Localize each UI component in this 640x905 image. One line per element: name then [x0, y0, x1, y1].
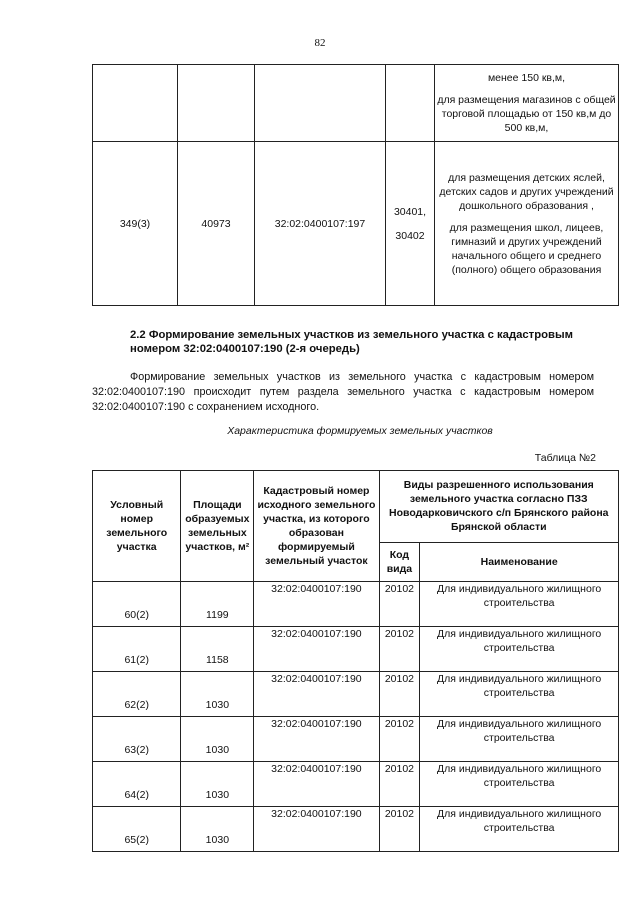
use-description: менее 150 кв,м, для размещения магазинов с общей торговой площадью от 150 кв,м до 500 кв,м,	[435, 65, 619, 142]
use-codes: 30401, 30402	[386, 142, 435, 306]
table-row: 63(2) 1030 32:02:0400107:190 20102 Для индивидуального жилищного строительства	[93, 717, 619, 762]
table-caption: Характеристика формируемых земельных участков	[227, 425, 493, 437]
section-heading: 2.2 Формирование земельных участков из земельного участка с кадастровым номером 32:02:0400107:190 (2-я очередь)	[130, 329, 573, 355]
header-code: Код вида	[379, 542, 420, 581]
header-permitted-use: Виды разрешенного использования земельного участка согласно ПЗЗ Новодарковичского с/п Брянского района Брянской области	[379, 471, 618, 543]
plots-table	[92, 470, 619, 852]
header-plot: Условный номер земельного участка	[93, 471, 181, 582]
table-row: 62(2) 1030 32:02:0400107:190 20102 Для индивидуального жилищного строительства	[93, 672, 619, 717]
body-paragraph: Формирование земельных участков из земельного участка с кадастровым номером 32:02:0400107:190 происходит путем раздела земельного участка с кадастровым номером 32:02:0400107:190 с сохранением исходного.	[92, 371, 594, 413]
table-row: 64(2) 1030 32:02:0400107:190 20102 Для индивидуального жилищного строительства	[93, 762, 619, 807]
header-row	[93, 471, 619, 543]
page-number: 82	[314, 37, 326, 49]
table-row	[93, 142, 619, 306]
header-name: Наименование	[420, 542, 619, 581]
table-row	[93, 65, 619, 142]
table-row: 61(2) 1158 32:02:0400107:190 20102 Для индивидуального жилищного строительства	[93, 627, 619, 672]
header-area: Площади образуемых земельных участков, м²	[181, 471, 254, 582]
table-label: Таблица №2	[534, 452, 596, 464]
plot-number: 349(3)	[93, 142, 178, 306]
plot-area: 40973	[178, 142, 255, 306]
table-row: 60(2) 1199 32:02:0400107:190 20102 Для индивидуального жилищного строительства	[93, 582, 619, 627]
cadastral-number: 32:02:0400107:197	[255, 142, 386, 306]
header-cadastral: Кадастровый номер исходного земельного участка, из которого образован формируемый земельный участок	[254, 471, 379, 582]
table-row: 65(2) 1030 32:02:0400107:190 20102 Для индивидуального жилищного строительства	[93, 807, 619, 852]
continued-table	[92, 64, 619, 306]
use-description: для размещения детских яслей, детских садов и других учреждений дошкольного образования , для размещения школ, лицеев, гимназий и других учреждений начального общего и среднего (полного) общего образования	[435, 142, 619, 306]
